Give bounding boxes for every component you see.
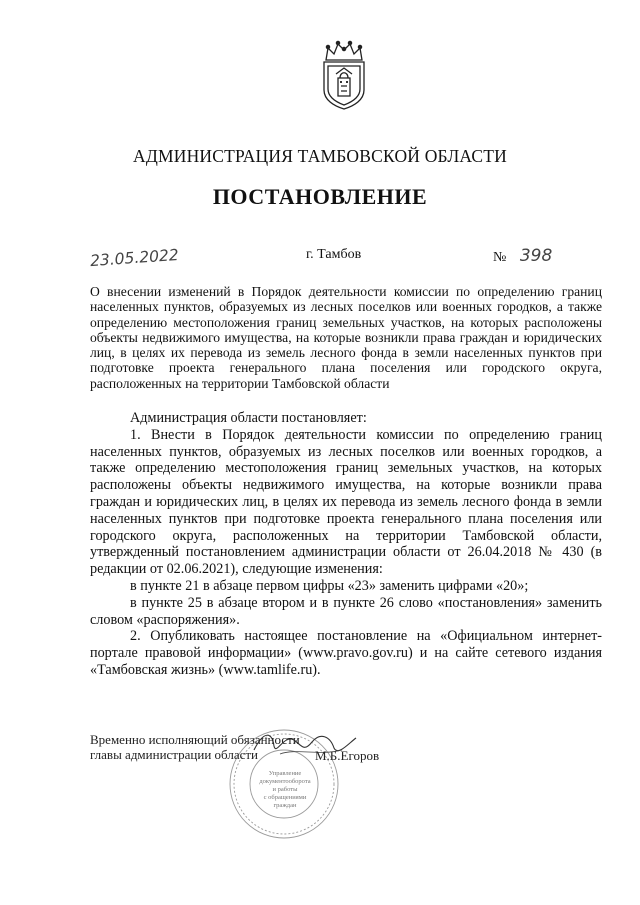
body-paragraph: 1. Внести в Порядок деятельности комиссии по определению границ населенных пунктов, образуемых из лесных поселков или военных городков, а также определению местоположения границ земельных участков, на которых расположены объекты недвижимого имущества, на которые возникли права граждан и юридических лиц, в целях их перевода из земель лесного фонда в земли населенных пунктов при подготовке проекта генерального плана поселения или городского округа, расположенных на территории Тамбовской области, утвержденный постановлением администрации области от 26.04.2018 № 430 (в редакции от 02.06.2021), следующие изменения: xyxy=(90,426,602,578)
signatory-block xyxy=(90,733,510,762)
coat-of-arms-icon xyxy=(318,38,370,110)
stamp-text: Управление документооборота и работы с обращениями граждан xyxy=(259,770,311,809)
document-title: О внесении изменений в Порядок деятельности комиссии по определению границ населенных пунктов, образуемых из лесных поселков или военных городков, а также определению местоположения границ земельных участков, на которых расположены объекты недвижимого имущества, на которые возникли права граждан и юридических лиц, в целях их перевода из земель лесного фонда в земли населенных пунктов при подготовке проекта генерального плана поселения или городского округа, расположенных на территории Тамбовской области xyxy=(90,284,602,391)
signatory-name: М.Б.Егоров xyxy=(315,748,380,763)
intro-paragraph: Администрация области постановляет: xyxy=(130,410,367,426)
body-paragraph: в пункте 21 в абзаце первом цифры «23» заменить цифрами «20»; xyxy=(130,577,529,594)
organization-name: АДМИНИСТРАЦИЯ ТАМБОВСКОЙ ОБЛАСТИ xyxy=(133,146,507,166)
body-paragraph: в пункте 25 в абзаце втором и в пункте 26 слово «постановления» заменить словом «распоряжения». xyxy=(90,594,602,628)
document-date: 23.05.2022 xyxy=(89,245,180,271)
document-number xyxy=(493,246,552,266)
document-type: ПОСТАНОВЛЕНИЕ xyxy=(212,184,428,209)
document-body xyxy=(90,410,602,679)
body-paragraph: 2. Опубликовать настоящее постановление на «Официальном интернет-портале правовой информации» (www.pravo.gov.ru) и на сайте сетевого издания «Тамбовская жизнь» (www.tamlife.ru). xyxy=(90,628,602,678)
signatory-title-line2: главы администрации области xyxy=(90,746,258,762)
number-value: 398 xyxy=(519,246,553,266)
document-city: г. Тамбов xyxy=(306,247,362,262)
signatory-title-line1: Временно исполняющий обязанности xyxy=(90,732,300,747)
number-label: № xyxy=(493,250,507,265)
